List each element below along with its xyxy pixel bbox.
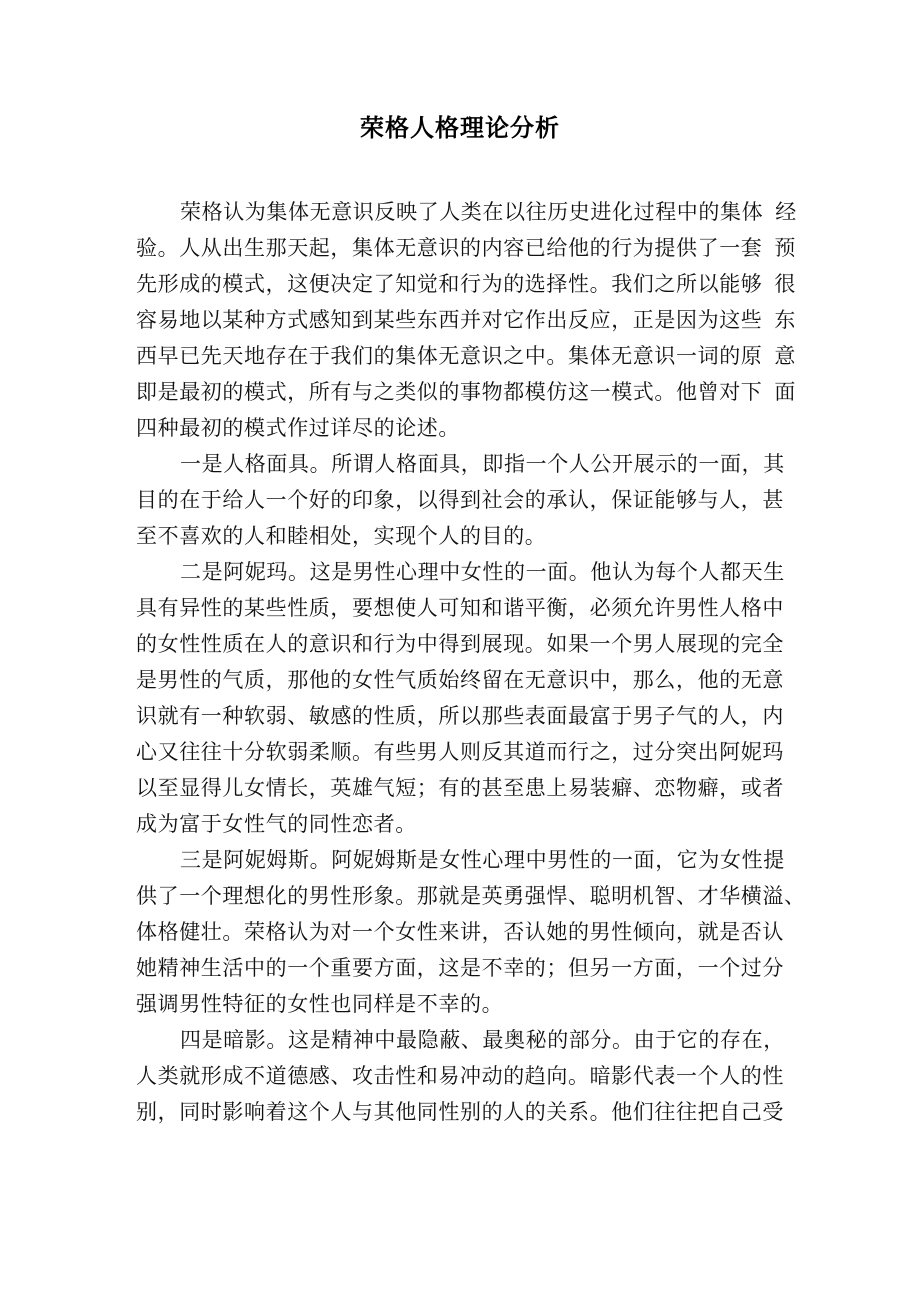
text-line	[136, 626, 806, 662]
text-line	[136, 914, 806, 950]
line-text: 具有异性的某些性质，要想使人可知和谐平衡，必须允许男性人格中	[136, 596, 784, 620]
line-text: 她精神生活中的一个重要方面，这是不幸的；但另一方面，一个过分	[136, 956, 784, 980]
paragraph	[136, 446, 806, 554]
document-body	[136, 194, 806, 1130]
text-line	[136, 374, 806, 410]
line-text: 三是阿妮姆斯。阿妮姆斯是女性心理中男性的一面，它为女性提	[180, 848, 785, 872]
text-line	[136, 302, 806, 338]
line-text: 成为富于女性气的同性恋者。	[136, 812, 417, 836]
line-text: 心又往往十分软弱柔顺。有些男人则反其道而行之，过分突出阿妮玛	[136, 740, 784, 764]
paragraph	[136, 1022, 806, 1130]
line-tail-char: 预	[774, 236, 797, 260]
paragraph	[136, 194, 806, 446]
text-line	[136, 1022, 806, 1058]
text-line	[136, 662, 806, 698]
line-text: 容易地以某种方式感知到某些东西并对它作出反应，正是因为这些	[136, 308, 763, 332]
line-text: 西早已先天地存在于我们的集体无意识之中。集体无意识一词的原	[136, 344, 763, 368]
text-line	[136, 482, 806, 518]
text-line	[136, 950, 806, 986]
line-text: 至不喜欢的人和睦相处，实现个人的目的。	[136, 524, 547, 548]
line-tail-char: 面	[774, 380, 797, 404]
line-tail-char: 东	[774, 308, 797, 332]
text-line	[136, 194, 806, 230]
line-text: 的女性性质在人的意识和行为中得到展现。如果一个男人展现的完全	[136, 632, 784, 656]
text-line	[136, 230, 806, 266]
line-text: 二是阿妮玛。这是男性心理中女性的一面。他认为每个人都天生	[180, 560, 785, 584]
line-tail-char: 意	[774, 344, 797, 368]
line-text: 四种最初的模式作过详尽的论述。	[136, 416, 460, 440]
line-text: 人类就形成不道德感、攻击性和易冲动的趋向。暗影代表一个人的性	[136, 1064, 784, 1088]
text-line	[136, 698, 806, 734]
text-line	[136, 1094, 806, 1130]
page-title: 荣格人格理论分析	[360, 114, 560, 142]
line-tail-char: 经	[775, 200, 797, 224]
text-line	[136, 554, 806, 590]
line-tail-char: 很	[774, 272, 797, 296]
text-line	[136, 338, 806, 374]
text-line	[136, 266, 806, 302]
line-text: 以至显得儿女情长，英雄气短；有的甚至患上易装癖、恋物癖，或者	[136, 776, 784, 800]
text-line	[136, 986, 806, 1022]
text-line	[136, 518, 806, 554]
line-text: 强调男性特征的女性也同样是不幸的。	[136, 992, 504, 1016]
line-text: 识就有一种软弱、敏感的性质，所以那些表面最富于男子气的人，内	[136, 704, 784, 728]
text-line	[136, 806, 806, 842]
text-line	[136, 590, 806, 626]
text-line	[136, 770, 806, 806]
text-line	[136, 410, 806, 446]
line-text: 荣格认为集体无意识反映了人类在以往历史进化过程中的集体	[180, 200, 764, 224]
line-text: 供了一个理想化的男性形象。那就是英勇强悍、聪明机智、才华横溢、	[136, 884, 806, 908]
line-text: 先形成的模式，这便决定了知觉和行为的选择性。我们之所以能够	[136, 272, 763, 296]
line-text: 体格健壮。荣格认为对一个女性来讲，否认她的男性倾向，就是否认	[136, 920, 784, 944]
text-line	[136, 842, 806, 878]
paragraph	[136, 554, 806, 842]
line-text: 是男性的气质，那他的女性气质始终留在无意识中，那么，他的无意	[136, 668, 784, 692]
line-text: 验。人从出生那天起，集体无意识的内容已给他的行为提供了一套	[136, 236, 763, 260]
line-text: 四是暗影。这是精神中最隐蔽、最奥秘的部分。由于它的存在，	[180, 1028, 785, 1052]
text-line	[136, 446, 806, 482]
text-line	[136, 1058, 806, 1094]
line-text: 别，同时影响着这个人与其他同性别的人的关系。他们往往把自己受	[136, 1100, 784, 1124]
line-text: 即是最初的模式，所有与之类似的事物都模仿这一模式。他曾对下	[136, 380, 763, 404]
paragraph	[136, 842, 806, 1022]
line-text: 一是人格面具。所谓人格面具，即指一个人公开展示的一面，其	[180, 452, 785, 476]
text-line	[136, 878, 806, 914]
line-text: 目的在于给人一个好的印象，以得到社会的承认，保证能够与人，甚	[136, 488, 784, 512]
text-line	[136, 734, 806, 770]
